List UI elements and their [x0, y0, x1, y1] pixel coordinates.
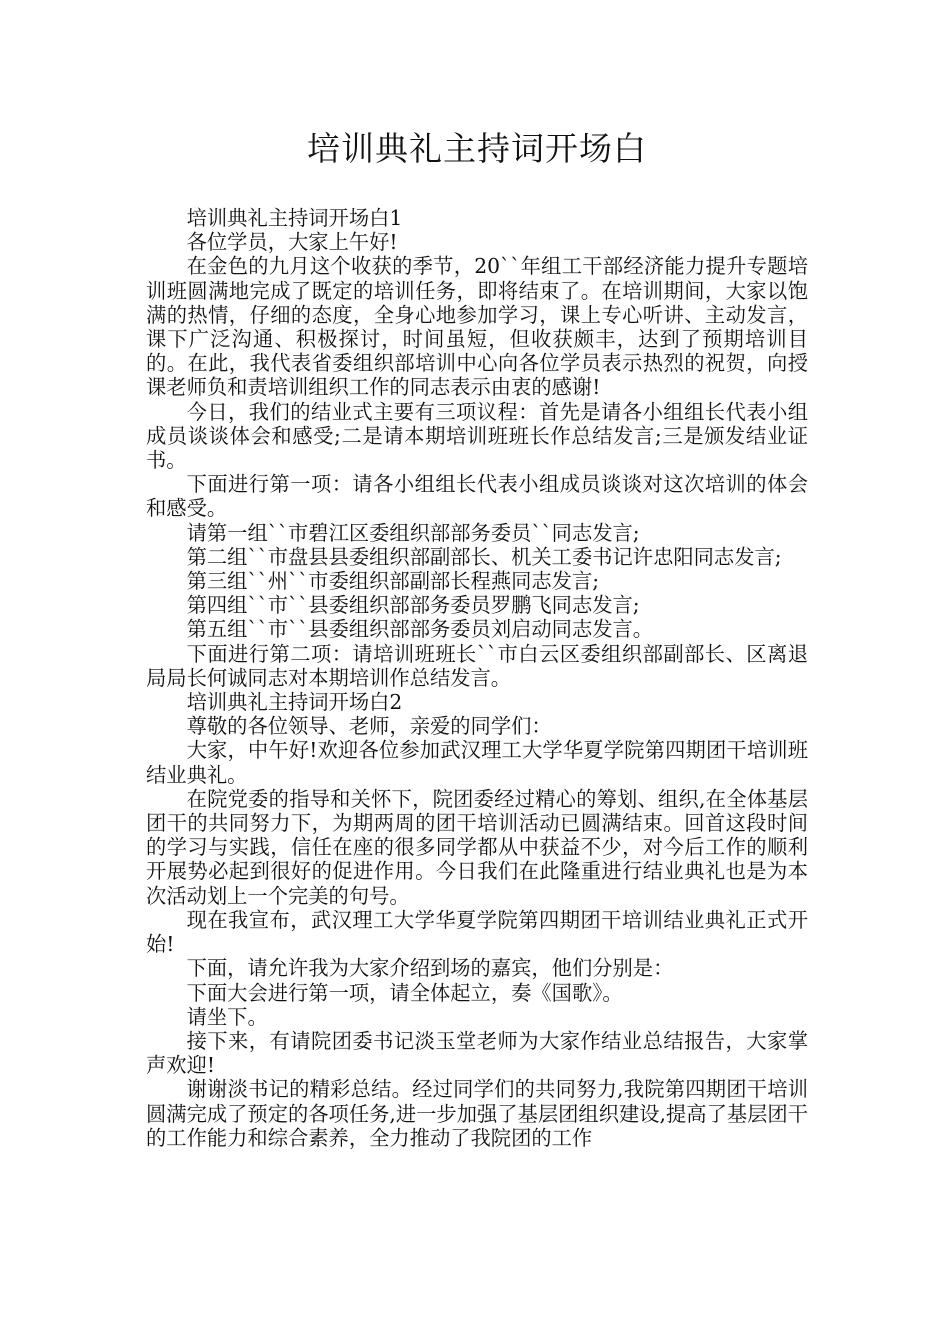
document-title: 培训典礼主持词开场白: [307, 129, 647, 168]
document-page: [146, 128, 808, 1150]
paragraph: 尊敬的各位领导、老师，亲爱的同学们：: [186, 714, 552, 739]
paragraph: 现在我宣布，武汉理工大学华夏学院第四期团干培训结业典礼正式开始!: [146, 907, 808, 957]
paragraph: 培训典礼主持词开场白2: [186, 690, 403, 715]
paragraph: 在院党委的指导和关怀下，院团委经过精心的筹划、组织,在全体基层团干的共同努力下，为期两周的团干培训活动已圆满结束。回首这段时间的学习与实践，信任在座的很多同学都从中获益不少，对今后工作的顺利开展势必起到很好的促进作用。今日我们在此隆重进行结业典礼也是为本次活动划上一个完美的句号。: [146, 786, 808, 908]
paragraph: 下面进行第一项：请各小组组长代表小组成员谈谈对这次培训的体会和感受。: [146, 472, 808, 521]
paragraph: 各位学员，大家上午好!: [186, 230, 398, 255]
paragraph: 谢谢淡书记的精彩总结。经过同学们的共同努力,我院第四期团干培训圆满完成了预定的各项任务,进一步加强了基层团组织建设,提高了基层团干的工作能力和综合素养，全力推动了我院团的工作: [146, 1077, 808, 1150]
paragraph: 下面大会进行第一项，请全体起立，奏《国歌》。: [186, 980, 623, 1005]
paragraph: 请第一组``市碧江区委组织部部务委员``同志发言;: [186, 520, 640, 545]
document-body: [146, 206, 808, 1150]
paragraph: 今日，我们的结业式主要有三项议程：首先是请各小组组长代表小组成员谈谈体会和感受;二是请本期培训班班长作总结发言;三是颁发结业证书。: [146, 399, 808, 473]
paragraph: 在金色的九月这个收获的季节，20``年组工干部经济能力提升专题培训班圆满地完成了既定的培训任务，即将结束了。在培训期间，大家以饱满的热情，仔细的态度，全身心地参加学习，课上专心听讲、主动发言，课下广泛沟通、积极探讨，时间虽短，但收获颇丰，达到了预期培训目的。在此，我代表省委组织部培训中心向各位学员表示热烈的祝贺，向授课老师负和责培训组织工作的同志表示由衷的感谢!: [146, 254, 808, 400]
paragraph: 大家，中午好!欢迎各位参加武汉理工大学华夏学院第四期团干培训班结业典礼。: [146, 738, 808, 787]
paragraph: 下面进行第二项：请培训班班长``市白云区委组织部副部长、区离退局局长何诚同志对本期培训作总结发言。: [146, 641, 808, 690]
paragraph: 培训典礼主持词开场白1: [186, 206, 403, 230]
paragraph: 请坐下。: [186, 1004, 268, 1029]
paragraph: 第五组``市``县委组织部部务委员刘启动同志发言。: [186, 617, 654, 642]
paragraph: 第三组``州``市委组织部副部长程燕同志发言;: [186, 569, 600, 594]
paragraph: 第二组``市盘县县委组织部副部长、机关工委书记许忠阳同志发言;: [186, 544, 782, 569]
paragraph: 下面，请允许我为大家介绍到场的嘉宾，他们分别是：: [186, 956, 674, 981]
paragraph: 接下来，有请院团委书记淡玉堂老师为大家作结业总结报告，大家掌声欢迎!: [146, 1028, 808, 1078]
paragraph: 第四组``市``县委组织部部务委员罗鹏飞同志发言;: [186, 593, 640, 618]
